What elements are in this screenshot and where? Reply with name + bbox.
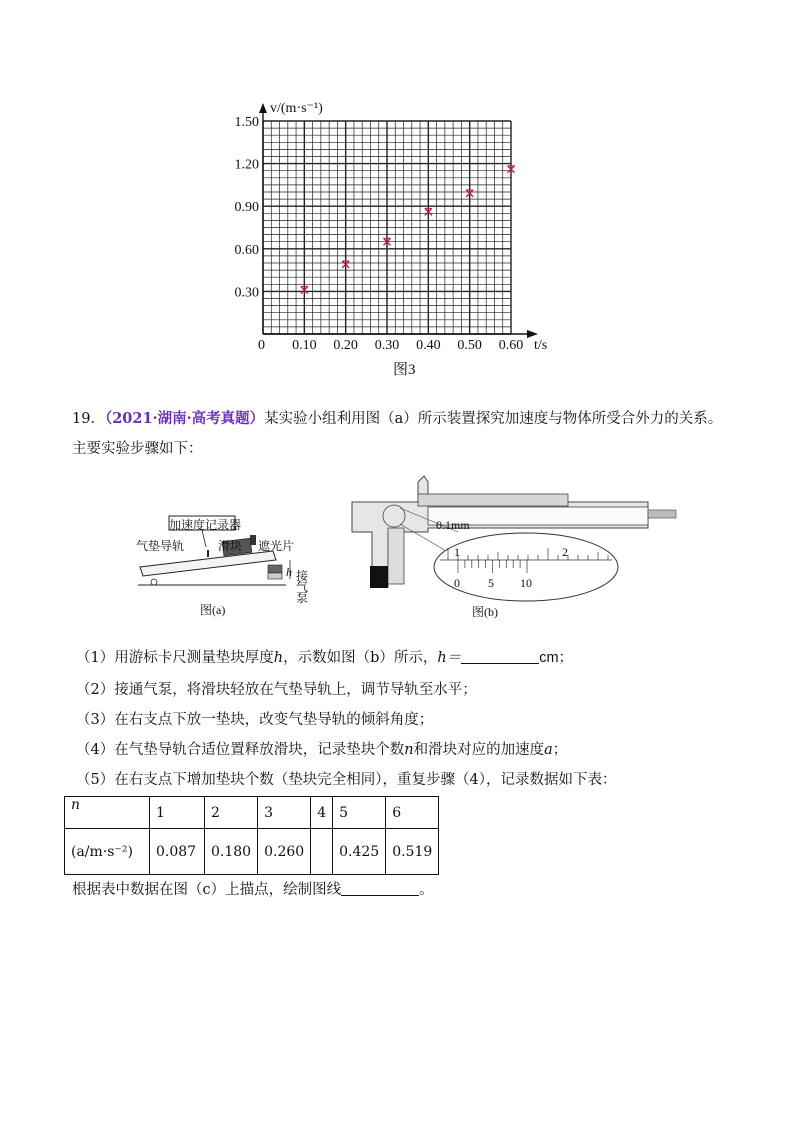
y-tick-label: 0.60 [234,242,259,258]
step-4-var-a: a [544,742,553,758]
table-cell: 2 [205,797,258,829]
table-header-n: n [71,797,81,813]
x-tick-label: 0.60 [498,338,524,353]
figure-3-caption: 图3 [393,362,416,378]
table-cell: 1 [150,797,205,829]
shade-label: 遮光片 [258,539,295,553]
step-2: （2）接通气泵，将滑块轻放在气垫导轨上，调节导轨至水平； [76,682,477,698]
step-1-var-h: h [273,650,284,666]
caliper-precision: 0.1mm [436,518,470,532]
table-cell: 5 [333,797,386,829]
y-tick-label: 1.50 [234,115,259,130]
table-cell: 4 [311,797,333,829]
y-tick-label: 0.30 [234,285,259,301]
figure-b-caption: 图(b) [472,605,498,619]
answer-blank-h[interactable] [461,649,539,664]
table-cell-empty [311,829,333,875]
figure-a-apparatus [128,505,328,625]
question-intro [72,404,732,464]
origin-label: 0 [258,338,265,353]
vernier-caliper-diagram [348,472,678,622]
question-source: （2021·湖南·高考真题） [104,410,265,427]
main-scale-2: 2 [562,545,568,559]
table-cell: 0.180 [205,829,258,875]
y-tick-label: 1.20 [234,157,259,173]
slider-label: 滑块 [218,539,243,553]
figure-b-caliper [348,472,678,622]
track-label: 气垫导轨 [136,539,185,553]
data-table [64,796,439,875]
table-row-a [65,829,439,875]
chart-grid [263,121,511,334]
footer-line [72,878,434,899]
table-row-label-a: (a/m·s⁻²) [65,829,150,875]
step-1-mid: ，示数如图（b）所示， [283,650,438,666]
table-cell: 3 [258,797,311,829]
question-text: 某实验小组利用图（a）所示装置探究加速度与物体所受合外力的关系。主要实验步骤如下： [72,411,723,457]
x-tick-label: 0.40 [416,338,441,353]
question-number: 19． [72,411,105,427]
step-1 [76,646,573,667]
footer-text: 根据表中数据在图（c）上描点，绘制图线 [72,882,342,898]
step-4-mid: 和滑块对应的加速度 [413,742,545,758]
table-cell: 6 [386,797,439,829]
table-row-n [65,797,439,829]
step-1-unit: cm； [539,650,574,666]
main-scale-1: 1 [454,545,460,559]
pump-label: 接气泵 [296,569,309,605]
figure-a-caption: 图(a) [200,603,226,617]
step-3: （3）在右支点下放一垫块，改变气垫导轨的倾斜角度； [76,712,434,728]
table-cell: 0.260 [258,829,311,875]
vernier-scale-5: 5 [488,576,494,590]
x-tick-label: 0.10 [292,338,317,353]
h-label: h [286,565,292,579]
answer-blank-graph[interactable] [341,881,419,896]
table-cell: 0.425 [333,829,386,875]
step-4 [76,738,567,759]
velocity-time-chart [0,0,800,400]
y-axis-label: v/(m·s⁻¹) [270,101,323,116]
recorder-label: 加速度记录器 [169,518,242,532]
vernier-scale-10: 10 [520,576,532,590]
step-1-prefix: （1）用游标卡尺测量垫块厚度 [76,650,274,666]
step-5: （5）在右支点下增加垫块个数（垫块完全相同），重复步骤（4），记录数据如下表： [76,772,617,788]
footer-end: 。 [419,882,434,898]
x-axis-arrow [527,330,538,338]
y-axis-arrow [259,103,267,113]
table-cell: 0.087 [150,829,205,875]
step-1-eq: h＝ [437,650,462,666]
table-cell: 0.519 [386,829,439,875]
x-axis-label: t/s [534,338,548,353]
x-tick-label: 0.50 [457,338,482,353]
y-tick-label: 0.90 [234,200,259,216]
step-4-prefix: （4）在气垫导轨合适位置释放滑块，记录垫块个数 [76,742,405,758]
x-tick-label: 0.20 [333,338,358,353]
step-4-var-n: n [404,742,414,758]
x-tick-label: 0.30 [374,338,400,353]
step-4-suffix: ； [552,742,568,758]
vernier-scale-0: 0 [454,576,460,590]
